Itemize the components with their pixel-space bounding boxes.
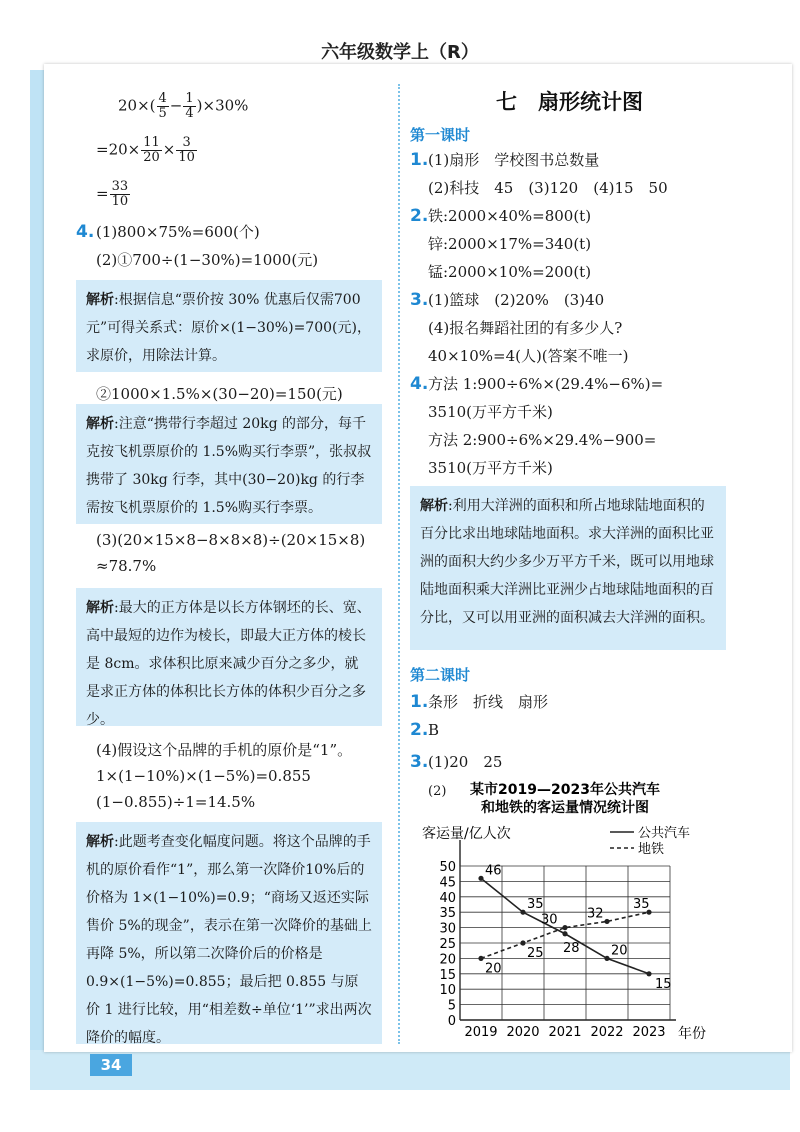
answer-p3-2: (2) xyxy=(428,784,447,799)
chart-title-line-1: 某市2019—2023年公共汽车 xyxy=(470,782,660,798)
frac-num: 1 xyxy=(185,91,194,106)
analysis-box-3 xyxy=(76,588,382,726)
x-tick-label: 2020 xyxy=(506,1025,540,1040)
answer-4-method2: 方法 2:900÷6%×29.4%−900= xyxy=(428,431,657,449)
fraction-4-5 xyxy=(157,92,169,121)
data-point xyxy=(604,956,609,961)
x-tick-label: 2021 xyxy=(548,1025,582,1040)
analysis-label: 解析 xyxy=(86,292,114,308)
analysis-label: 解析 xyxy=(420,498,448,514)
frac-num: 33 xyxy=(111,179,129,194)
fraction-1-4 xyxy=(183,92,195,121)
data-label: 15 xyxy=(655,976,672,992)
answer-3-c: 40×10%=4(人)(答案不唯一) xyxy=(428,347,629,365)
y-axis-label: 客运量/亿人次 xyxy=(422,826,511,842)
analysis-box-4 xyxy=(76,822,382,1044)
question-number-2b: 2. xyxy=(410,720,429,740)
page-edge-bottom xyxy=(30,1050,790,1090)
y-tick-label: 25 xyxy=(439,937,456,952)
page-header: 六年级数学上（R） xyxy=(321,42,479,63)
answer-4-4b: 1×(1−10%)×(1−5%)=0.855 xyxy=(96,767,311,785)
data-label: 25 xyxy=(527,946,544,961)
frac-den: 10 xyxy=(178,150,195,165)
data-label: 46 xyxy=(485,863,502,879)
data-point xyxy=(562,931,567,936)
answer-4-1: (1)800×75%=600(个) xyxy=(96,223,260,241)
data-label: 35 xyxy=(633,897,650,913)
answer-4-4c: (1−0.855)÷1=14.5% xyxy=(96,793,256,811)
y-tick-label: 0 xyxy=(447,1014,456,1029)
answer-4-2b: ②1000×1.5%×(30−20)=150(元) xyxy=(96,385,343,403)
line-chart xyxy=(420,776,720,1046)
eq2-head: =20× xyxy=(96,140,141,159)
data-point xyxy=(604,919,609,924)
minus-sign: − xyxy=(169,96,183,115)
data-point xyxy=(520,910,525,915)
data-point xyxy=(520,940,525,945)
lesson-2-heading: 第二课时 xyxy=(410,666,471,684)
data-point xyxy=(646,971,651,976)
chapter-title: 七 扇形统计图 xyxy=(496,90,643,114)
frac-num: 3 xyxy=(176,136,197,151)
data-point xyxy=(478,956,483,961)
page-number: 34 xyxy=(90,1054,132,1076)
fraction-11-20 xyxy=(141,136,162,165)
answer-p2: B xyxy=(428,721,440,739)
data-label: 20 xyxy=(611,943,628,959)
analysis-text: :此题考查变化幅度问题。将这个品牌的手机的原价看作“1”，那么第一次降价10%后的价格为 1×(1−10%)=0.9；“商场又返还实际售价 5%的现金”，表示在第一次降价的基础上再降 5%，所以第二次降价后的价格是 0.9×(1−5%)=0.855；最后把 0.855 与原价 1 进行比较，用“相差数÷单位‘1’”求出两次降价的幅度。 xyxy=(86,834,372,1046)
frac-den: 5 xyxy=(158,106,167,121)
question-number-1b: 1. xyxy=(410,692,429,712)
question-number-4-right: 4. xyxy=(410,374,429,394)
y-tick-label: 50 xyxy=(439,860,456,875)
analysis-box-2 xyxy=(76,404,382,524)
analysis-label: 解析 xyxy=(86,600,114,616)
analysis-text: :注意“携带行李超过 20kg 的部分，每千克按飞机票原价的 1.5%购买行李票”，张叔叔携带了 30kg 行李，其中(30−20)kg 的行李需按飞机票原价的 1.5%购买行李票。 xyxy=(86,416,372,516)
answer-p3-1: (1)20 25 xyxy=(428,753,503,771)
data-point xyxy=(562,925,567,930)
analysis-text: :最大的正方体是以长方体钢坯的长、宽、高中最短的边作为棱长，即最大正方体的棱长是 8cm。求体积比原来减少百分之多少，就是求正方体的体积比长方体的体积少百分之多少。 xyxy=(86,600,371,728)
question-number-3b: 3. xyxy=(410,752,429,772)
analysis-text: :利用大洋洲的面积和所占地球陆地面积的百分比求出地球陆地面积。求大洋洲的面积比亚洲的面积大约少多少万平方千米，既可以用地球陆地面积乘大洋洲比亚洲少占地球陆地面积的百分比，又可以用亚洲的面积减去大洋洲的面积。 xyxy=(420,498,714,626)
analysis-label: 解析 xyxy=(86,834,114,850)
answer-1-b: (2)科技 45 (3)120 (4)15 50 xyxy=(428,179,668,197)
legend-label: 地铁 xyxy=(638,842,665,857)
x-tick-label: 2022 xyxy=(590,1025,624,1040)
answer-4-method1-result: 3510(万平方千米) xyxy=(428,403,553,421)
answer-3-b: (4)报名舞蹈社团的有多少人? xyxy=(428,319,623,337)
y-tick-label: 5 xyxy=(447,998,456,1014)
equation-line-3 xyxy=(96,180,131,209)
frac-num: 4 xyxy=(158,91,167,106)
fraction-3-10 xyxy=(176,136,197,165)
answer-4-4: (4)假设这个品牌的手机的原价是“1”。 xyxy=(96,741,353,759)
equation-line-2 xyxy=(96,136,198,165)
y-tick-label: 10 xyxy=(439,983,456,999)
answer-3-a: (1)篮球 (2)20% (3)40 xyxy=(428,291,605,309)
y-tick-label: 20 xyxy=(439,952,456,968)
frac-den: 10 xyxy=(111,194,129,209)
y-tick-label: 30 xyxy=(439,921,456,937)
answer-4-3: (3)(20×15×8−8×8×8)÷(20×15×8) xyxy=(96,531,366,549)
column-divider xyxy=(398,84,400,1044)
analysis-text: :根据信息“票价按 30% 优惠后仅需700 元”可得关系式：原价×(1−30%)=700(元)，求原价，用除法计算。 xyxy=(86,292,371,364)
answer-4-method1: 方法 1:900÷6%×(29.4%−6%)= xyxy=(428,375,664,393)
data-label: 35 xyxy=(527,897,544,913)
x-axis-label: 年份 xyxy=(678,1026,706,1042)
data-label: 30 xyxy=(541,912,558,928)
x-tick-label: 2023 xyxy=(632,1025,666,1040)
data-label: 32 xyxy=(587,906,604,922)
equation-line-1 xyxy=(118,92,248,121)
analysis-box-5 xyxy=(410,486,726,650)
analysis-box-1 xyxy=(76,280,382,372)
lesson-1-heading: 第一课时 xyxy=(410,126,471,144)
answer-4-2: (2)①700÷(1−30%)=1000(元) xyxy=(96,251,319,269)
x-tick-label: 2019 xyxy=(464,1025,498,1040)
question-number-2: 2. xyxy=(410,206,429,226)
answer-4-method2-result: 3510(万平方千米) xyxy=(428,459,553,477)
answer-2-zinc: 锌:2000×17%=340(t) xyxy=(428,235,592,253)
frac-den: 20 xyxy=(143,150,160,165)
answer-p1: 条形 折线 扇形 xyxy=(428,693,549,711)
times-sign: × xyxy=(162,140,176,159)
answer-2-manganese: 锰:2000×10%=200(t) xyxy=(428,263,592,281)
frac-den: 4 xyxy=(185,106,194,121)
y-tick-label: 45 xyxy=(439,875,456,891)
question-number-4: 4. xyxy=(76,222,95,242)
answer-1-a: (1)扇形 学校图书总数量 xyxy=(428,151,600,169)
eq1-head: 20×( xyxy=(118,96,156,115)
question-number-1: 1. xyxy=(410,150,429,170)
data-label: 20 xyxy=(485,961,502,977)
y-tick-label: 40 xyxy=(439,890,456,906)
y-tick-label: 35 xyxy=(439,906,456,922)
frac-num: 11 xyxy=(143,135,160,150)
legend-label: 公共汽车 xyxy=(638,826,691,841)
answer-2-iron: 铁:2000×40%=800(t) xyxy=(428,207,592,225)
chart-title-line-2: 和地铁的客运量情况统计图 xyxy=(481,800,649,816)
fraction-33-10 xyxy=(110,180,131,209)
eq1-tail: )×30% xyxy=(196,96,249,115)
eq3-head: = xyxy=(96,184,109,203)
answer-4-3b: ≈78.7% xyxy=(96,557,157,575)
question-number-3: 3. xyxy=(410,290,429,310)
y-tick-label: 15 xyxy=(439,967,456,983)
analysis-label: 解析 xyxy=(86,416,114,432)
data-label: 28 xyxy=(563,940,580,956)
data-point xyxy=(478,876,483,881)
